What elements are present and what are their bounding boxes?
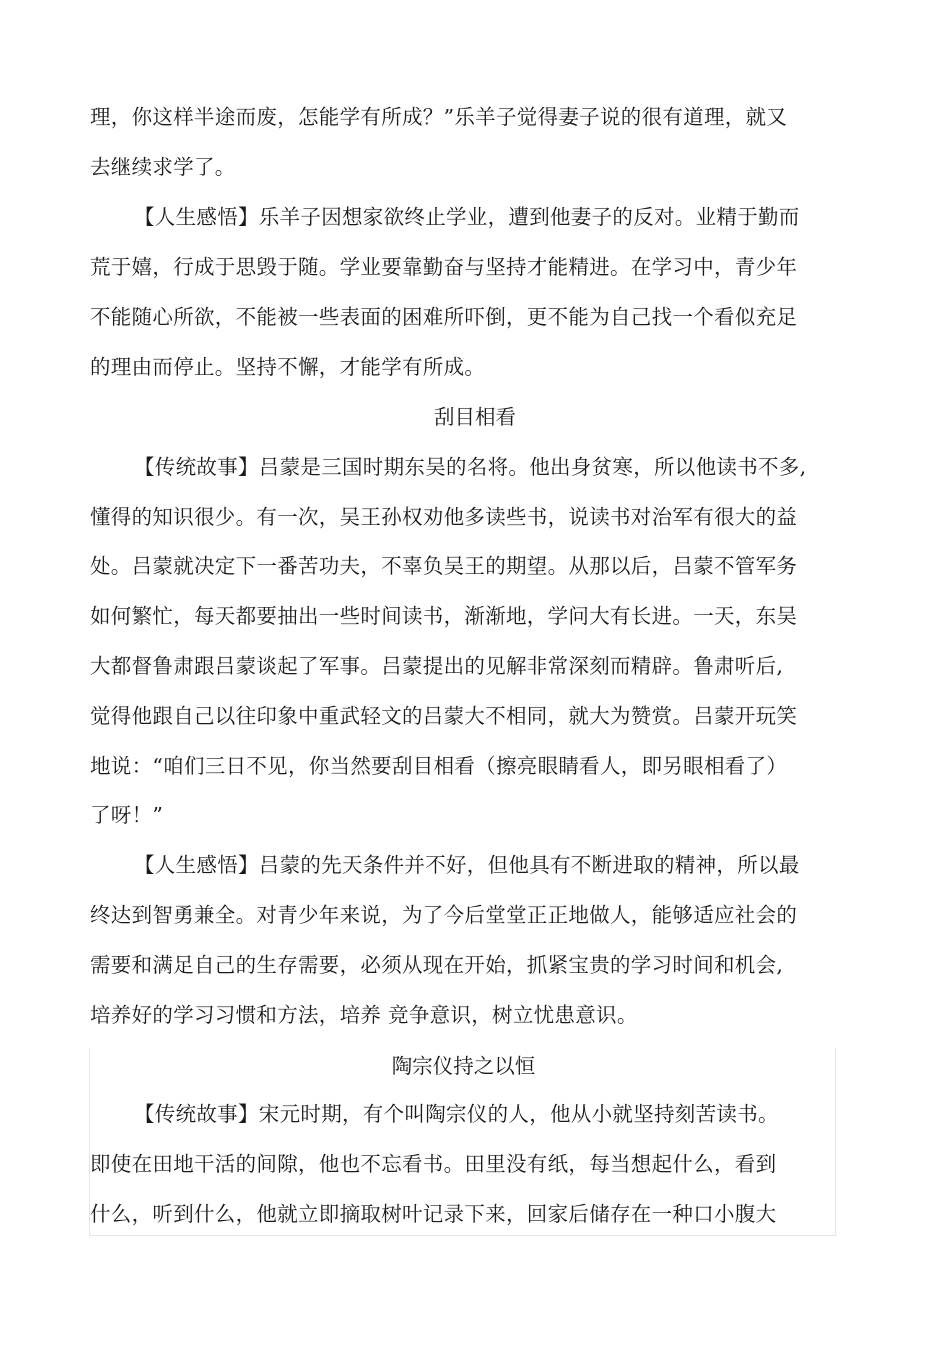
story-line: 懂得的知识很少。有一次，吴王孙权劝他多读些书，说读书对治军有很大的益 [90,505,798,529]
story-line: 了呀！” [90,803,164,827]
story-line: 什么，听到什么，他就立即摘取树叶记录下来，回家后储存在一种口小腹大 [90,1202,777,1226]
story-line: 【传统故事】吕蒙是三国时期东吴的名将。他出身贫寒，所以他读书不多, [134,455,807,479]
insight-line: 不能随心所欲，不能被一些表面的困难所吓倒，更不能为自己找一个看似充足 [90,305,798,329]
section-title: 陶宗仪持之以恒 [391,1054,536,1078]
paragraph-line: 去继续求学了。 [90,155,236,179]
insight-line: 终达到智勇兼全。对青少年来说，为了今后堂堂正正地做人，能够适应社会的 [90,903,798,927]
story-line: 大都督鲁肃跟吕蒙谈起了军事。吕蒙提出的见解非常深刻而精辟。鲁肃听后, [90,654,784,678]
insight-line: 【人生感悟】吕蒙的先天条件并不好，但他具有不断进取的精神，所以最 [134,853,800,877]
story-line: 即使在田地干活的间隙，他也不忘看书。田里没有纸，每当想起什么，看到 [90,1152,777,1176]
story-line: 地说：“咱们三日不见，你当然要刮目相看（擦亮眼睛看人，即另眼相看了） [90,754,788,778]
insight-line: 培养好的学习习惯和方法，培养 竞争意识，树立忧患意识。 [90,1003,638,1027]
paragraph-line: 理，你这样半途而废，怎能学有所成？”乐羊子觉得妻子说的很有道理，就又 [90,105,788,129]
story-line: 【传统故事】宋元时期，有个叫陶宗仪的人，他从小就坚持刻苦读书。 [134,1102,779,1126]
story-line: 如何繁忙，每天都要抽出一些时间读书，渐渐地，学问大有长进。一天，东吴 [90,604,798,628]
section-title: 刮目相看 [434,405,516,429]
insight-line: 的理由而停止。坚持不懈，才能学有所成。 [90,355,486,379]
insight-line: 【人生感悟】乐羊子因想家欲终止学业，遭到他妻子的反对。业精于勤而 [134,205,800,229]
insight-line: 需要和满足自己的生存需要，必须从现在开始，抓紧宝贵的学习时间和机会, [90,953,784,977]
boxed-section [89,1048,836,1236]
story-line: 处。吕蒙就决定下一番苦功夫，不辜负吴王的期望。从那以后，吕蒙不管军务 [90,554,798,578]
insight-line: 荒于嬉，行成于思毁于随。学业要靠勤奋与坚持才能精进。在学习中，青少年 [90,255,798,279]
story-line: 觉得他跟自己以往印象中重武轻文的吕蒙大不相同，就大为赞赏。吕蒙开玩笑 [90,704,798,728]
